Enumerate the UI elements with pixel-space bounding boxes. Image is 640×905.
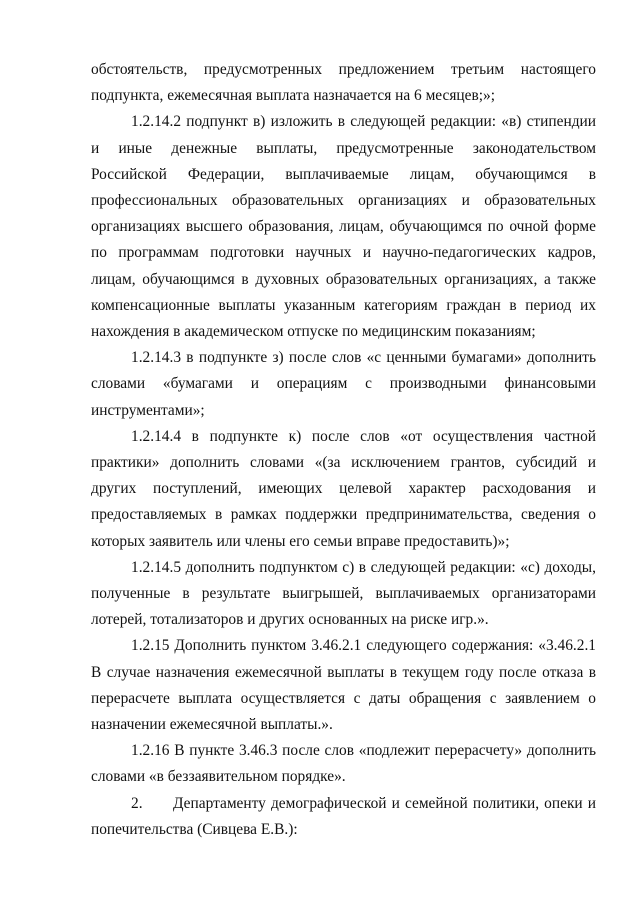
section-2-text: Департаменту демографической и семейной политики, опеки и попечительства (Сивцева Е.В.): [91,794,596,838]
document-page [91,57,596,843]
paragraph-1-2-16: 1.2.16 В пункте 3.46.3 после слов «подлежит перерасчету» дополнить словами «в беззаявительном порядке». [91,742,596,786]
paragraph-1-2-15: 1.2.15 Дополнить пунктом 3.46.2.1 следующего содержания: «3.46.2.1 В случае назначения ежемесячной выплаты в текущем году после отказа в перерасчете выплата осуществляется с даты обращения с заявлением о назначении ежемесячной выплаты.». [91,637,596,734]
paragraph-section-2 [91,791,596,843]
paragraph-continuation: обстоятельств, предусмотренных предложением третьим настоящего подпункта, ежемесячная выплата назначается на 6 месяцев;»; [91,61,596,105]
paragraph-1-2-14-5: 1.2.14.5 дополнить подпунктом с) в следующей редакции: «с) доходы, полученные в результате выигрышей, выплачиваемых организаторами лотерей, тотализаторов и других основанных на риске игр.». [91,558,596,629]
section-2-number: 2. [131,794,143,812]
paragraph-1-2-14-2: 1.2.14.2 подпункт в) изложить в следующей редакции: «в) стипендии и иные денежные выплаты, предусмотренные законодательством Российской Федерации, выплачиваемые лицам, обучающимся в профессиональных образовательных организациях и образовательных организациях высшего образования, лицам, обучающимся по очной форме по программам подготовки научных и научно-педагогических кадров, лицам, обучающимся в духовных образовательных организациях, а также компенсационные выплаты указанным категориям граждан в период их нахождения в академическом отпуске по медицинским показаниям; [91,113,596,341]
paragraph-1-2-14-4: 1.2.14.4 в подпункте к) после слов «от осуществления частной практики» дополнить словами «(за исключением грантов, субсидий и других поступлений, имеющих целевой характер расходования и предоставляемых в рамках поддержки предпринимательства, сведения о которых заявитель или члены его семьи вправе предоставить)»; [91,427,596,550]
paragraph-1-2-14-3: 1.2.14.3 в подпункте з) после слов «с ценными бумагами» дополнить словами «бумагами и операциям с производными финансовыми инструментами»; [91,349,596,419]
